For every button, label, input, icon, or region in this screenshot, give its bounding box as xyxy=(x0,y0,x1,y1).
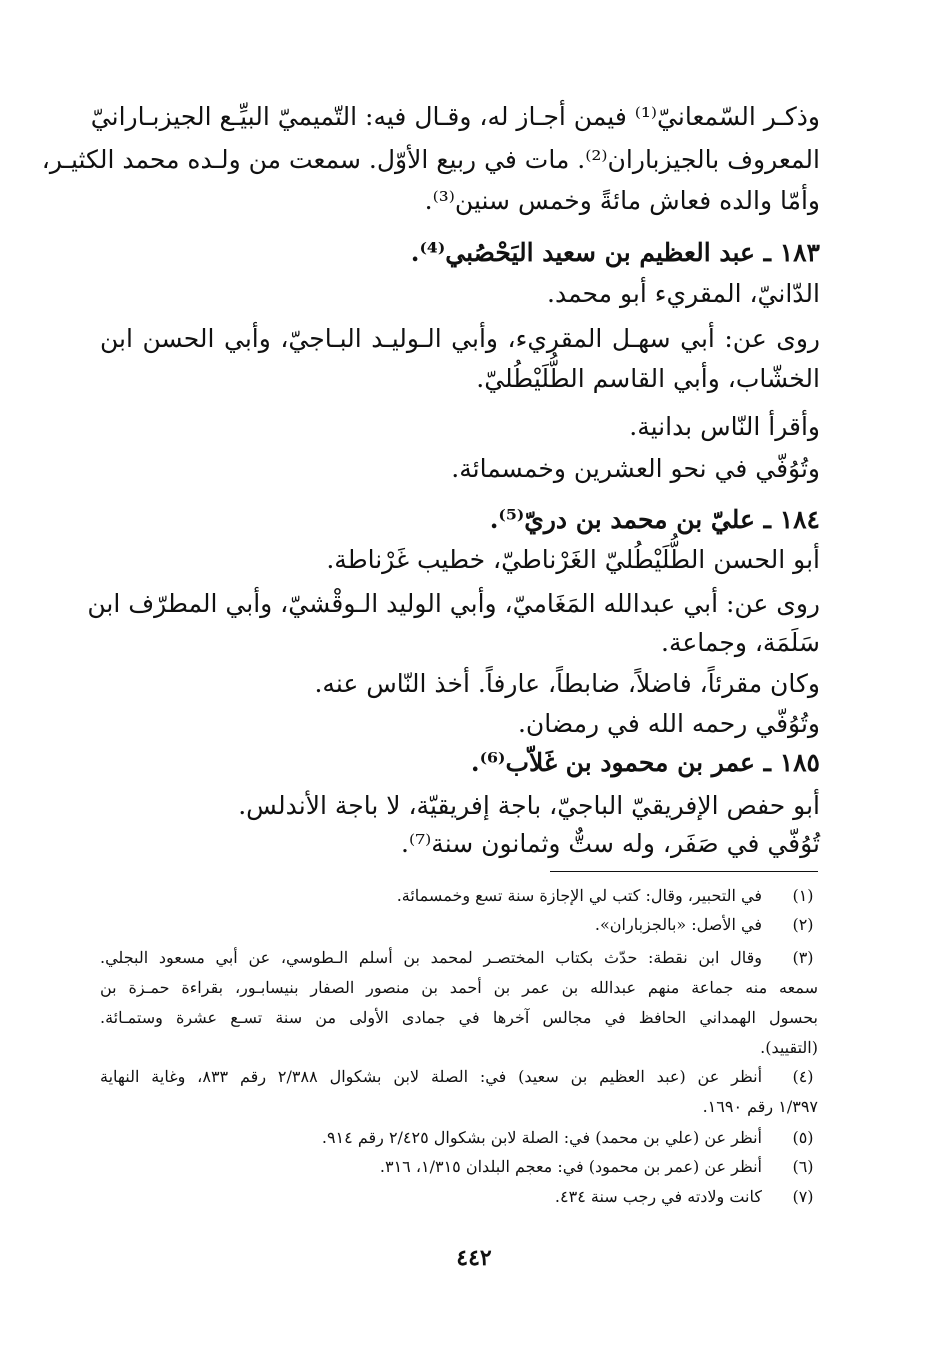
footnote-text: في الأصل: «بالجزباران». xyxy=(594,915,762,934)
body-line-15: وتُوُفّي رحمه الله في رمضان. xyxy=(517,709,820,738)
footnote-5 xyxy=(100,1126,818,1150)
body-line-14: وكان مقرئاً، فاضلاً، ضابطاً، عارفاً. أخذ النّاس عنه. xyxy=(314,669,820,698)
body-line-7: الخشّاب، وأبي القاسم الطُّلَيْطُليّ. xyxy=(476,364,820,393)
footnote-4 xyxy=(100,1065,818,1089)
footnote-4-cont xyxy=(100,1095,818,1119)
footnote-3 xyxy=(100,946,818,970)
entry-185-heading: ١٨٥ ـ عمر بن محمود بن غَلاّب⁽⁶⁾. xyxy=(470,748,820,777)
footnote-separator xyxy=(550,871,818,872)
footnote-text: وقال ابن نقطة: حدّث بكتاب المختصـر لمحمد بن أسلم الـطوسي، عن أبي مسعود البجلي. xyxy=(100,948,762,967)
footnote-number: (٣) xyxy=(792,948,814,967)
footnote-number: (٧) xyxy=(792,1187,814,1206)
body-line-11: أبو الحسن الطُّلَيْطُليّ الغَرْناطيّ، خطيب غَرْناطة. xyxy=(326,545,820,574)
footnote-2 xyxy=(100,913,818,937)
body-line-8: وأقرأ النّاس بدانية. xyxy=(629,412,820,441)
footnote-text: بحسول الهمداني الحافظ في مجالس آخرها في جمادى الأولى من سنة تسـع عشرة وستمـائة. xyxy=(100,1008,819,1027)
footnote-number: (١) xyxy=(792,886,814,905)
body-line-18: تُوُفّي في صَفَر، وله ستٌّ وثمانون سنة⁽⁷⁾. xyxy=(401,829,820,858)
footnote-text: في التحبير، وقال: كتب لي الإجازة سنة تسع وخمسمائة. xyxy=(396,886,762,905)
page-number: ٤٤٢ xyxy=(456,1245,492,1271)
body-line-13: سَلَمَة، وجماعة. xyxy=(661,628,820,657)
footnote-text: (التقييد). xyxy=(760,1038,818,1057)
body-line-17: أبو حفص الإفريقيّ الباجيّ، باجة إفريقيّة، لا باجة الأندلس. xyxy=(238,791,820,820)
body-line-12: روى عن: أبي عبدالله المَغَاميّ، وأبي الوليد الـوقْشيّ، وأبي المطرّف ابن xyxy=(87,589,820,618)
entry-184-heading: ١٨٤ ـ عليّ بن محمد بن دريّ⁽⁵⁾. xyxy=(489,505,820,534)
footnote-text: أنظر عن (عمر بن محمود) في: معجم البلدان ١/٣١٥، ٣١٦. xyxy=(379,1157,762,1176)
footnote-6 xyxy=(100,1155,818,1179)
footnote-text: أنظر عن (عبد العظيم بن سعيد) في: الصلة لابن بشكوال ٢/٣٨٨ رقم ٨٣٣، وغاية النهاية xyxy=(100,1067,763,1086)
footnote-text: سمعه منه جماعة منهم عبدالله بن عمر بن أحمد بن منصور الصفار بنيسابـور، بقراءة حمـزة بن xyxy=(100,978,818,997)
entry-183-heading: ١٨٣ ـ عبد العظيم بن سعيد اليَحْصُبي⁽⁴⁾. xyxy=(410,238,820,267)
footnote-number: (٢) xyxy=(792,915,814,934)
footnote-1 xyxy=(100,884,818,908)
footnote-number: (٦) xyxy=(792,1157,814,1176)
body-line-5: الدّانيّ، المقريء أبو محمد. xyxy=(547,279,820,308)
footnote-3-cont xyxy=(100,1006,818,1030)
body-line-3: وأمّا والده فعاش مائةً وخمس سنين⁽³⁾. xyxy=(424,186,820,215)
footnote-7 xyxy=(100,1185,818,1209)
footnote-number: (٥) xyxy=(792,1128,814,1147)
footnote-text: أنظر عن (علي بن محمد) في: الصلة لابن بشكوال ٢/٤٢٥ رقم ٩١٤. xyxy=(321,1128,762,1147)
footnote-3-cont xyxy=(100,976,818,1000)
body-line-6: روى عن: أبي سهـل المقريء، وأبي الـوليـد البـاجيّ، وأبي الحسن ابن xyxy=(100,324,820,353)
footnote-text: كانت ولادته في رجب سنة ٤٣٤. xyxy=(554,1187,762,1206)
footnote-text: ١/٣٩٧ رقم ١٦٩٠. xyxy=(702,1097,818,1116)
body-line-2: المعروف بالجيزباران⁽²⁾. مات في ربيع الأوّل. سمعت من ولـده محمد الكثيـر، xyxy=(41,145,820,174)
footnote-3-cont xyxy=(100,1036,818,1060)
footnote-number: (٤) xyxy=(792,1067,814,1086)
body-line-9: وتُوُفّي في نحو العشرين وخمسمائة. xyxy=(451,454,820,483)
body-line-1: وذكـر السّمعانيّ⁽¹⁾ فيمن أجـاز له، وقـال فيه: التّميميّ البيِّـع الجيزبـارانيّ xyxy=(90,102,820,131)
